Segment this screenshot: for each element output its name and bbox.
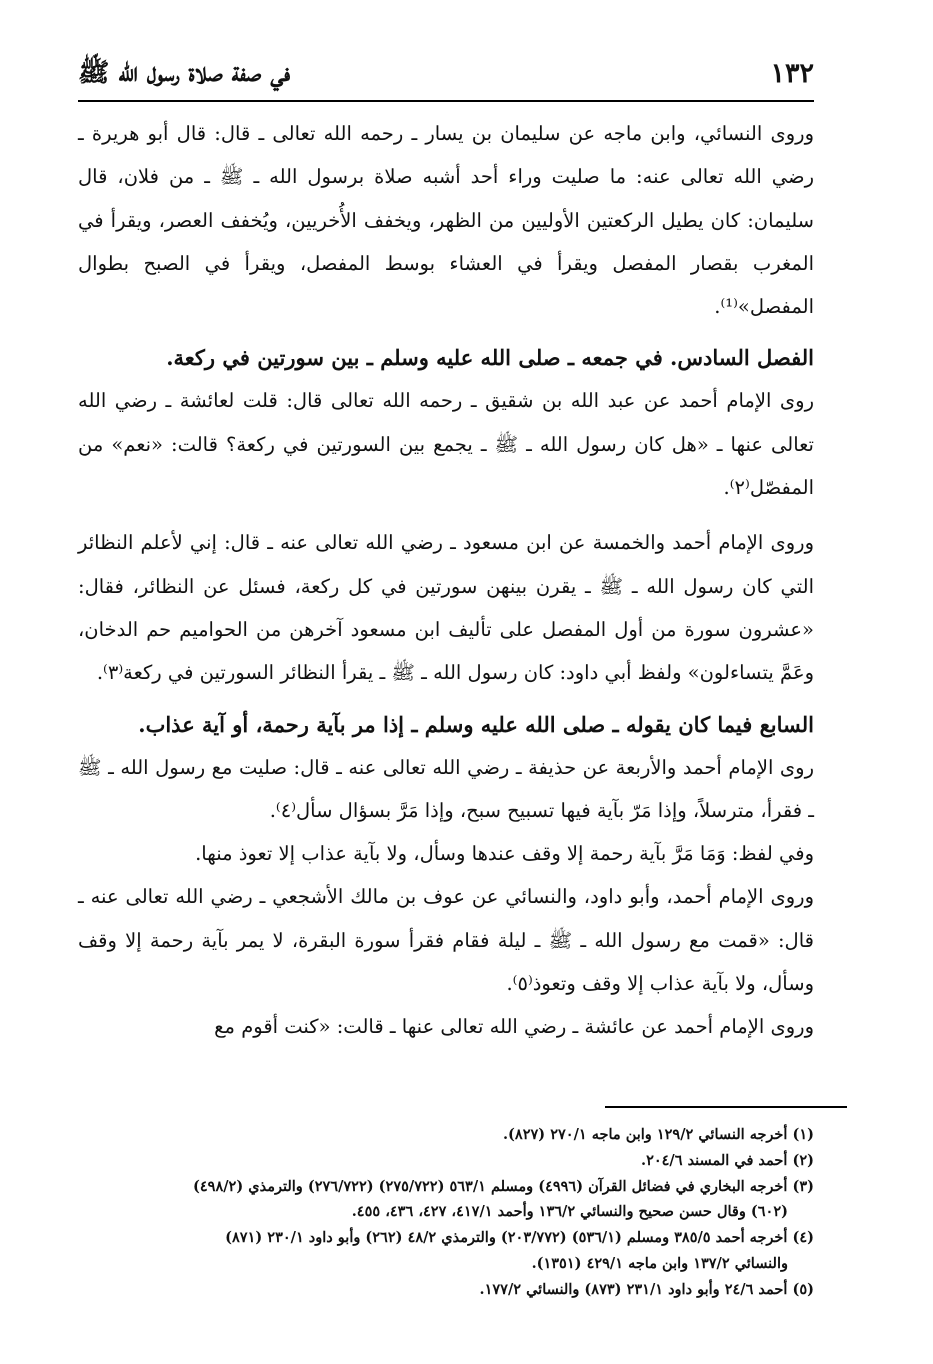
footnote: (٣) أخرجه البخاري في فضائل القرآن (٤٩٩٦) ومسلم ٥٦٣/١ (٢٧٥/٧٢٢) (٢٧٦/٧٢٢) والترمذي (٤٩٨/٢) (193, 1177, 814, 1195)
footnote-continuation-text: والنسائي ١٣٧/٢ وابن ماجه ٤٢٩/١ (١٣٥١). (531, 1254, 788, 1272)
paragraph: روى الإمام أحمد عن عبد الله بن شقيق ـ رحمه الله تعالى قال: قلت لعائشة ـ رضي الله تعالى عنها ـ «هل كان رسول الله ـ ﷺ ـ يجمع بين السورتين في ركعة؟ قالت: «نعم» من المفصّل⁽٢⁾. (78, 389, 814, 500)
section-heading: السابع فيما كان يقوله ـ صلى الله عليه وسلم ـ إذا مر بآية رحمة، أو آية عذاب. (138, 711, 814, 737)
footnote-continuation-text: (٦٠٢) وقال حسن صحيح والنسائي ١٣٦/٢ وأحمد ٤١٧/١، ٤٢٧، ٤٣٦، ٤٥٥. (351, 1203, 788, 1221)
footnote-rule (605, 1106, 847, 1108)
footnote-continuation (72, 1251, 814, 1277)
page-header (78, 52, 814, 96)
footnote: (٢) أحمد في المسند ٢٠٤/٦. (641, 1151, 814, 1169)
paragraph: وفي لفظ: وَمَا مَرَّ بآية رحمة إلا وقف عندها وسأل، ولا بآية عذاب إلا تعوذ منها. (195, 842, 814, 866)
paragraph: وروى النسائي، وابن ماجه عن سليمان بن يسار ـ رحمه الله تعالى ـ قال: قال أبو هريرة ـ رضي الله تعالى عنه: ما صليت وراء أحد أشبه صلاة برسول الله ـ ﷺ ـ من فلان، قال سليمان: كان يطيل الركعتين الأوليين من الظهر، ويخفف الأُخريين، ويُخفف العصر، ويقرأ في المغرب بقصار المفصل ويقرأ في العشاء بوسط المفصل، ويقرأ في الصبح بطوال المفصل»⁽¹⁾. (78, 122, 814, 319)
page-number: ١٣٢ (770, 58, 814, 89)
footnotes (72, 1122, 814, 1303)
footnote: (٤) أخرجه أحمد ٣٨٥/٥ ومسلم (٥٣٦/١) (٢٠٣/٧٧٢) والترمذي ٤٨/٢ (٢٦٢) وأبو داود ٢٣٠/١ (٨٧١) (225, 1229, 814, 1247)
footnote-continuation (72, 1199, 814, 1225)
paragraph: وروى الإمام أحمد والخمسة عن ابن مسعود ـ رضي الله تعالى عنه ـ قال: إني لأعلم النظائر التي كان رسول الله ـ ﷺ ـ يقرن بينهن سورتين في كل ركعة، فسئل عن النظائر، فقال: «عشرون سورة من أول المفصل على تأليف ابن مسعود آخرهن من الحواميم حم الدخان، وعَمَّ يتساءلون» ولفظ أبي داود: كان رسول الله ـ ﷺ ـ يقرأ النظائر السورتين في ركعة⁽٣⁾. (78, 531, 814, 685)
paragraph: وروى الإمام أحمد عن عائشة ـ رضي الله تعالى عنها ـ قالت: «كنت أقوم مع (214, 1015, 814, 1039)
footnote: (١) أخرجه النسائي ١٢٩/٢ وابن ماجه ٢٧٠/١ (٨٢٧). (503, 1126, 814, 1143)
section-heading: الفصل السادس. في جمعه ـ صلى الله عليه وسلم ـ بين سورتين في ركعة. (166, 345, 814, 371)
paragraph: روى الإمام أحمد والأربعة عن حذيفة ـ رضي الله تعالى عنه ـ قال: صليت مع رسول الله ـ ﷺ ـ فقرأ، مترسلاً، وإذا مَرّ بآية فيها تسبيح سبح، وإذا مَرَّ بسؤال سأل⁽٤⁾. (78, 755, 814, 822)
paragraph: وروى الإمام أحمد، وأبو داود، والنسائي عن عوف بن مالك الأشجعي ـ رضي الله تعالى عنه ـ قال: «قمت مع رسول الله ـ ﷺ ـ ليلة فقام فقرأ سورة البقرة، لا يمر بآية رحمة إلا وقف وسأل، ولا بآية عذاب إلا وقف وتعوذ⁽٥⁾. (78, 885, 814, 996)
main-text (78, 112, 814, 1049)
header-rule (78, 100, 814, 102)
footnote: (٥) أحمد ٢٤/٦ وأبو داود ٢٣١/١ (٨٧٣) والنسائي ١٧٧/٢. (479, 1280, 814, 1298)
running-title: في صفة صلاة رسول الله ﷺ (78, 58, 291, 88)
